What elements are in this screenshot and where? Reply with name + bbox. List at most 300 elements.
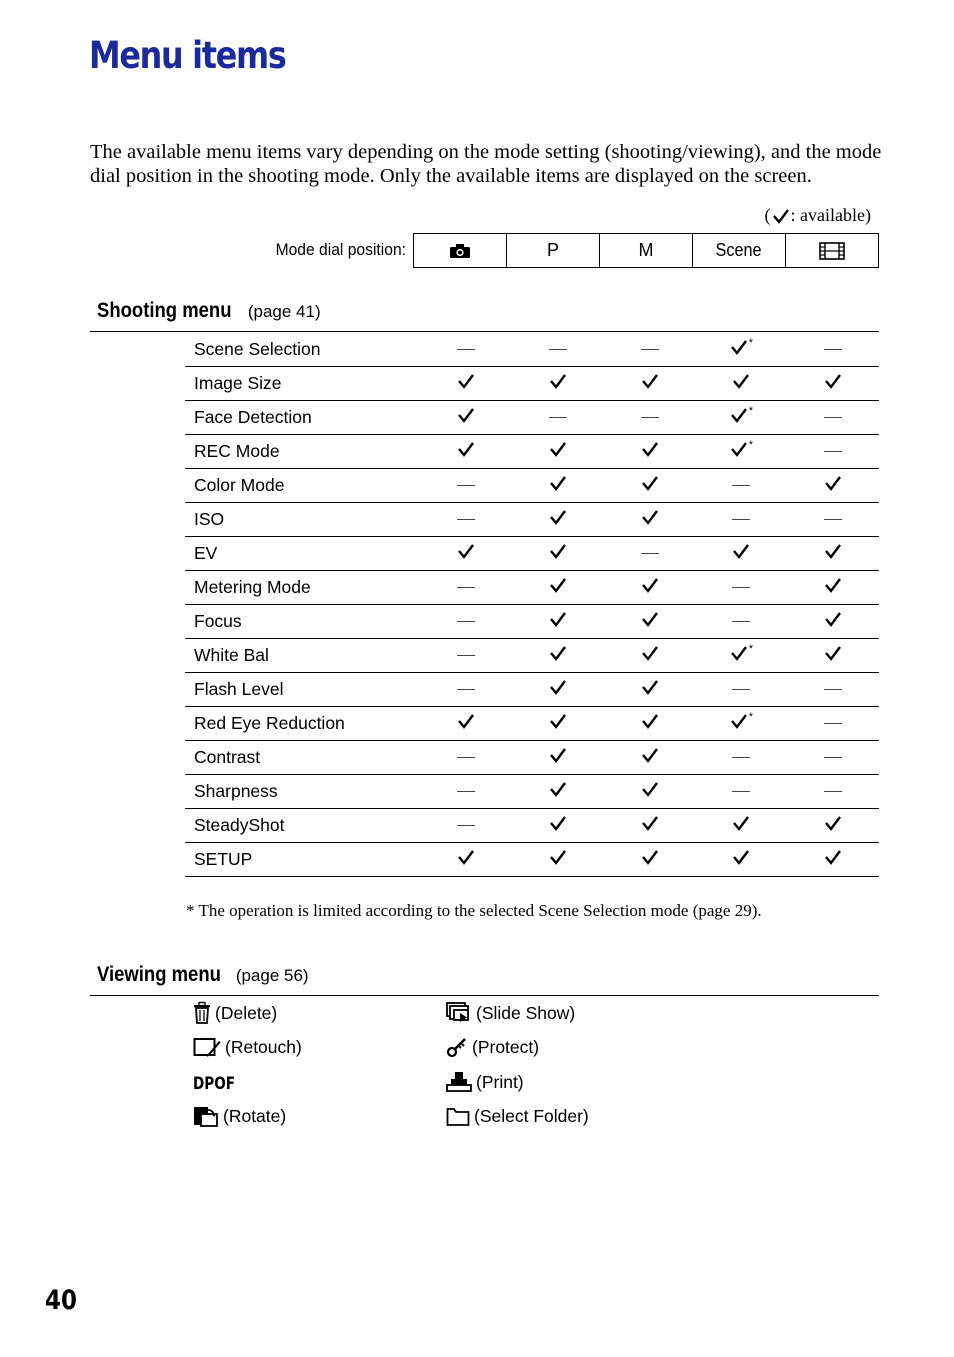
availability-cell	[512, 707, 604, 741]
availability-cell	[787, 639, 879, 673]
availability-cell	[421, 741, 513, 775]
available-mark	[457, 848, 475, 866]
not-available-dash	[549, 349, 567, 350]
protect-key-icon	[446, 1036, 468, 1058]
check-icon	[549, 814, 567, 832]
mode-label-p: P	[546, 240, 559, 260]
available-mark	[549, 610, 567, 628]
availability-cell	[512, 639, 604, 673]
available-mark	[641, 712, 659, 730]
availability-cell	[696, 707, 788, 741]
not-available-dash	[457, 519, 475, 520]
available-mark	[732, 848, 750, 866]
available-mark	[824, 814, 842, 832]
not-available-dash	[457, 689, 475, 690]
availability-cell	[421, 639, 513, 673]
check-icon	[549, 542, 567, 560]
available-mark	[457, 542, 475, 560]
check-icon	[732, 814, 750, 832]
table-row	[185, 333, 879, 367]
not-available-dash	[824, 349, 842, 350]
availability-cell	[421, 367, 513, 401]
not-available-dash	[824, 723, 842, 724]
check-icon	[641, 372, 659, 390]
check-icon	[549, 372, 567, 390]
availability-cell	[604, 537, 696, 571]
availability-cell	[787, 707, 879, 741]
table-row	[185, 469, 879, 503]
check-icon	[824, 644, 842, 662]
menu-item-name: White Bal	[185, 639, 421, 673]
availability-cell	[421, 571, 513, 605]
viewing-item-protect	[446, 1034, 539, 1060]
check-icon	[641, 746, 659, 764]
not-available-dash	[549, 417, 567, 418]
check-icon	[549, 848, 567, 866]
availability-cell	[421, 673, 513, 707]
availability-cell	[696, 503, 788, 537]
availability-cell	[604, 843, 696, 877]
available-mark	[641, 372, 659, 390]
menu-item-name: Red Eye Reduction	[185, 707, 421, 741]
available-mark	[641, 576, 659, 594]
availability-cell	[421, 605, 513, 639]
mode-label-m: M	[638, 240, 654, 260]
available-mark	[641, 440, 659, 458]
intro-text: The available menu items vary depending on the mode setting (shooting/viewing), and the mode dial position in the shooting mode. Only the available items are displayed on the screen.	[90, 141, 882, 187]
availability-cell	[421, 537, 513, 571]
viewing-item-delete	[193, 1000, 277, 1026]
availability-cell	[696, 333, 788, 367]
available-mark	[732, 542, 750, 560]
viewing-item-dpof	[193, 1069, 241, 1095]
mode-cell-auto	[414, 234, 506, 267]
check-icon	[641, 610, 659, 628]
check-icon	[549, 440, 567, 458]
check-icon	[641, 814, 659, 832]
check-icon	[641, 440, 659, 458]
check-icon	[641, 474, 659, 492]
available-mark	[641, 610, 659, 628]
available-mark	[824, 848, 842, 866]
mode-dial-row	[413, 233, 879, 268]
availability-cell	[604, 367, 696, 401]
check-icon	[457, 542, 475, 560]
check-icon	[549, 474, 567, 492]
availability-cell	[512, 435, 604, 469]
check-icon	[549, 610, 567, 628]
mode-label-scene: Scene	[716, 240, 762, 260]
not-available-dash	[457, 587, 475, 588]
shooting-menu-title: Shooting menu	[97, 299, 232, 322]
table-row	[185, 605, 879, 639]
viewing-item-label: (Retouch)	[225, 1036, 302, 1057]
availability-cell	[696, 401, 788, 435]
availability-cell	[512, 741, 604, 775]
availability-cell	[696, 843, 788, 877]
available-mark	[549, 508, 567, 526]
availability-cell	[787, 843, 879, 877]
availability-cell	[512, 571, 604, 605]
viewing-item-select-folder	[446, 1103, 589, 1129]
availability-cell	[604, 571, 696, 605]
check-icon	[730, 712, 748, 730]
available-mark	[641, 780, 659, 798]
available-mark	[549, 576, 567, 594]
menu-item-name: Focus	[185, 605, 421, 639]
menu-item-name: Contrast	[185, 741, 421, 775]
availability-cell	[604, 401, 696, 435]
viewing-item-rotate	[193, 1103, 286, 1129]
table-row	[185, 571, 879, 605]
not-available-dash	[732, 587, 750, 588]
availability-cell	[421, 469, 513, 503]
availability-cell	[787, 775, 879, 809]
available-mark	[641, 848, 659, 866]
availability-cell	[421, 333, 513, 367]
check-icon	[457, 406, 475, 424]
footnote-star: *	[748, 439, 754, 451]
available-mark	[730, 406, 753, 424]
viewing-item-label: (Delete)	[215, 1002, 278, 1023]
shooting-menu-heading	[97, 299, 321, 323]
availability-cell	[787, 809, 879, 843]
table-row	[185, 775, 879, 809]
viewing-item-print	[446, 1069, 524, 1095]
table-row	[185, 809, 879, 843]
check-icon	[549, 644, 567, 662]
available-mark	[641, 746, 659, 764]
menu-item-name: Scene Selection	[185, 333, 421, 367]
availability-cell	[512, 367, 604, 401]
check-icon	[549, 712, 567, 730]
footnote-star: *	[748, 711, 754, 723]
not-available-dash	[732, 791, 750, 792]
check-icon	[549, 576, 567, 594]
available-mark	[549, 712, 567, 730]
not-available-dash	[457, 621, 475, 622]
menu-item-name: Image Size	[185, 367, 421, 401]
available-mark	[549, 474, 567, 492]
availability-legend	[765, 205, 871, 226]
check-icon	[641, 678, 659, 696]
viewing-menu-heading	[97, 963, 309, 987]
available-mark	[641, 474, 659, 492]
available-mark	[730, 440, 753, 458]
page-number: 40	[45, 1285, 77, 1316]
not-available-dash	[732, 519, 750, 520]
availability-cell	[787, 605, 879, 639]
table-row	[185, 843, 879, 877]
availability-cell	[421, 401, 513, 435]
not-available-dash	[457, 349, 475, 350]
check-icon	[732, 372, 750, 390]
availability-cell	[787, 537, 879, 571]
availability-cell	[604, 605, 696, 639]
not-available-dash	[457, 791, 475, 792]
viewing-item-label: (Print)	[476, 1071, 524, 1092]
availability-cell	[696, 605, 788, 639]
menu-item-name: Sharpness	[185, 775, 421, 809]
not-available-dash	[732, 485, 750, 486]
not-available-dash	[641, 417, 659, 418]
check-icon	[824, 372, 842, 390]
footnote-star: *	[748, 337, 754, 349]
availability-cell	[512, 605, 604, 639]
not-available-dash	[457, 485, 475, 486]
viewing-item-label: (Select Folder)	[474, 1105, 589, 1126]
footnote: * The operation is limited according to the selected Scene Selection mode (page 29).	[186, 901, 762, 920]
shooting-menu-page-ref: (page 41)	[247, 302, 321, 321]
available-mark	[549, 440, 567, 458]
not-available-dash	[824, 417, 842, 418]
check-icon	[772, 207, 790, 225]
available-mark	[732, 814, 750, 832]
movie-icon	[819, 242, 845, 260]
viewing-item-label: (Rotate)	[223, 1105, 287, 1126]
availability-cell	[696, 775, 788, 809]
viewing-menu-page-ref: (page 56)	[235, 966, 309, 985]
available-mark	[549, 814, 567, 832]
check-icon	[457, 372, 475, 390]
not-available-dash	[824, 791, 842, 792]
available-mark	[549, 848, 567, 866]
trash-icon	[193, 1002, 211, 1024]
slideshow-icon	[446, 1002, 472, 1024]
dpof-icon-text: DPOF	[193, 1074, 235, 1094]
not-available-dash	[824, 757, 842, 758]
table-row	[185, 503, 879, 537]
availability-cell	[604, 503, 696, 537]
not-available-dash	[457, 655, 475, 656]
menu-item-name: Color Mode	[185, 469, 421, 503]
menu-item-name: Metering Mode	[185, 571, 421, 605]
not-available-dash	[732, 621, 750, 622]
check-icon	[457, 848, 475, 866]
legend-text: : available)	[790, 205, 871, 225]
table-row	[185, 435, 879, 469]
check-icon	[824, 474, 842, 492]
available-mark	[457, 712, 475, 730]
available-mark	[549, 644, 567, 662]
table-row	[185, 367, 879, 401]
not-available-dash	[732, 689, 750, 690]
availability-cell	[787, 469, 879, 503]
available-mark	[730, 338, 753, 356]
not-available-dash	[641, 553, 659, 554]
availability-cell	[787, 367, 879, 401]
availability-cell	[696, 367, 788, 401]
available-mark	[457, 372, 475, 390]
menu-item-name: Face Detection	[185, 401, 421, 435]
check-icon	[824, 814, 842, 832]
check-icon	[641, 780, 659, 798]
available-mark	[824, 576, 842, 594]
menu-item-name: ISO	[185, 503, 421, 537]
check-icon	[641, 576, 659, 594]
not-available-dash	[641, 349, 659, 350]
retouch-icon	[193, 1036, 221, 1058]
check-icon	[549, 746, 567, 764]
availability-cell	[787, 673, 879, 707]
mode-cell-p	[506, 234, 599, 267]
check-icon	[641, 848, 659, 866]
availability-cell	[512, 469, 604, 503]
availability-cell	[787, 571, 879, 605]
check-icon	[457, 712, 475, 730]
check-icon	[730, 338, 748, 356]
table-row	[185, 639, 879, 673]
menu-item-name: EV	[185, 537, 421, 571]
dpof-icon	[193, 1071, 237, 1093]
availability-cell	[696, 809, 788, 843]
check-icon	[824, 542, 842, 560]
check-icon	[641, 508, 659, 526]
check-icon	[730, 406, 748, 424]
available-mark	[730, 712, 753, 730]
viewing-item-label: (Slide Show)	[476, 1002, 576, 1023]
check-icon	[549, 780, 567, 798]
camera-icon	[449, 243, 471, 259]
mode-dial-label: Mode dial position:	[275, 240, 406, 259]
available-mark	[641, 678, 659, 696]
availability-cell	[604, 809, 696, 843]
availability-cell	[512, 333, 604, 367]
availability-cell	[604, 435, 696, 469]
check-icon	[824, 848, 842, 866]
available-mark	[824, 542, 842, 560]
viewing-menu-rule	[90, 995, 879, 996]
availability-cell	[696, 537, 788, 571]
availability-cell	[421, 707, 513, 741]
availability-cell	[604, 469, 696, 503]
available-mark	[549, 542, 567, 560]
availability-cell	[696, 741, 788, 775]
available-mark	[641, 814, 659, 832]
rotate-icon	[193, 1105, 219, 1127]
check-icon	[730, 440, 748, 458]
viewing-item-retouch	[193, 1034, 302, 1060]
viewing-menu-title: Viewing menu	[97, 963, 221, 986]
availability-cell	[604, 673, 696, 707]
check-icon	[732, 848, 750, 866]
check-icon	[730, 644, 748, 662]
availability-cell	[787, 741, 879, 775]
availability-cell	[787, 333, 879, 367]
menu-item-name: SETUP	[185, 843, 421, 877]
available-mark	[824, 474, 842, 492]
footnote-star: *	[748, 643, 754, 655]
available-mark	[549, 780, 567, 798]
availability-cell	[512, 809, 604, 843]
availability-cell	[604, 707, 696, 741]
available-mark	[457, 440, 475, 458]
availability-cell	[604, 741, 696, 775]
availability-cell	[696, 673, 788, 707]
menu-item-name: SteadyShot	[185, 809, 421, 843]
availability-cell	[604, 639, 696, 673]
availability-cell	[512, 775, 604, 809]
availability-cell	[512, 537, 604, 571]
available-mark	[457, 406, 475, 424]
availability-cell	[421, 435, 513, 469]
availability-cell	[512, 503, 604, 537]
available-mark	[732, 372, 750, 390]
viewing-item-slide-show	[446, 1000, 575, 1026]
available-mark	[549, 372, 567, 390]
check-icon	[641, 712, 659, 730]
availability-cell	[787, 435, 879, 469]
not-available-dash	[824, 519, 842, 520]
availability-cell	[421, 809, 513, 843]
availability-cell	[696, 469, 788, 503]
check-icon	[824, 576, 842, 594]
available-mark	[730, 644, 753, 662]
table-row	[185, 537, 879, 571]
not-available-dash	[824, 689, 842, 690]
availability-cell	[604, 333, 696, 367]
mode-cell-movie	[785, 234, 878, 267]
available-mark	[824, 610, 842, 628]
not-available-dash	[457, 757, 475, 758]
page-title: Menu items	[89, 34, 286, 77]
shooting-menu-table	[185, 333, 879, 877]
legend-open-paren: (	[764, 205, 771, 225]
not-available-dash	[824, 451, 842, 452]
table-row	[185, 741, 879, 775]
availability-cell	[696, 639, 788, 673]
availability-cell	[512, 843, 604, 877]
availability-cell	[604, 775, 696, 809]
check-icon	[549, 678, 567, 696]
availability-cell	[512, 673, 604, 707]
not-available-dash	[732, 757, 750, 758]
shooting-menu-rule	[90, 331, 879, 332]
check-icon	[732, 542, 750, 560]
viewing-item-label: (Protect)	[472, 1036, 540, 1057]
table-row	[185, 707, 879, 741]
available-mark	[549, 746, 567, 764]
availability-cell	[696, 435, 788, 469]
not-available-dash	[457, 825, 475, 826]
check-icon	[549, 508, 567, 526]
check-icon	[457, 440, 475, 458]
print-icon	[446, 1071, 472, 1093]
availability-cell	[421, 775, 513, 809]
mode-cell-scene	[692, 234, 785, 267]
availability-cell	[787, 401, 879, 435]
mode-cell-m	[599, 234, 692, 267]
availability-cell	[696, 571, 788, 605]
available-mark	[824, 372, 842, 390]
available-mark	[549, 678, 567, 696]
table-row	[185, 673, 879, 707]
available-mark	[641, 644, 659, 662]
table-row	[185, 401, 879, 435]
check-icon	[641, 644, 659, 662]
availability-cell	[421, 503, 513, 537]
availability-cell	[787, 503, 879, 537]
availability-cell	[421, 843, 513, 877]
available-mark	[641, 508, 659, 526]
menu-item-name: REC Mode	[185, 435, 421, 469]
menu-item-name: Flash Level	[185, 673, 421, 707]
available-mark	[824, 644, 842, 662]
check-icon	[824, 610, 842, 628]
folder-icon	[446, 1105, 470, 1127]
footnote-star: *	[748, 405, 754, 417]
availability-cell	[512, 401, 604, 435]
